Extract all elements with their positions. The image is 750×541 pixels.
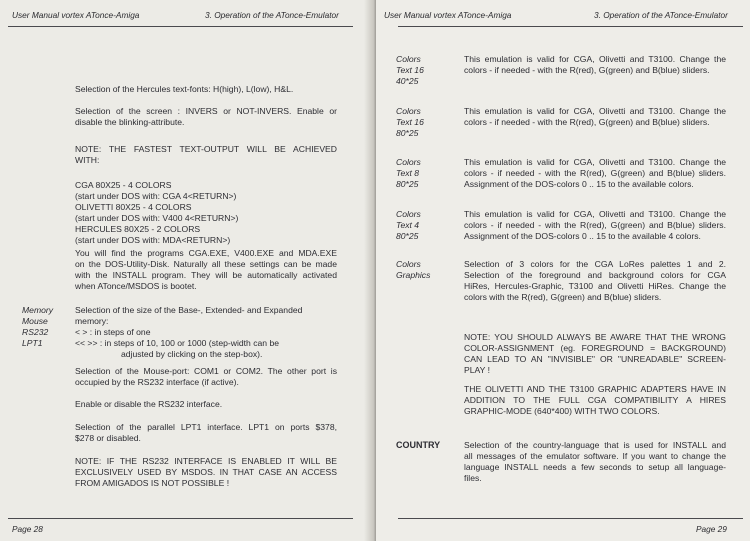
text-colors-text16-40: This emulation is valid for CGA, Olivetti and T3100. Change the colors - if needed - with the R(red), G(green) and B(blue) sliders.: [464, 54, 726, 75]
note-colors-paragraph: NOTE: YOU SHOULD ALWAYS BE AWARE THAT THE WRONG COLOR-ASSIGNMENT (eg. FOREGROUND = BACKGROUND) CAN LEAD TO AN "INVISIBLE" OR "UNREADABLE" SCREEN- PLAY !: [464, 332, 726, 375]
note-fastest-paragraph: NOTE: THE FASTEST TEXT-OUTPUT WILL BE ACHIEVED WITH:: [75, 144, 337, 165]
left-header-title: User Manual vortex ATonce-Amiga: [12, 10, 140, 20]
side-label-lpt1: LPT1: [22, 338, 43, 348]
text-colors-text8-80: This emulation is valid for CGA, Olivetti and T3100. Change the colors - if needed - with the R(red), G(green) and B(blue) sliders. Assignment of the DOS-colors 0 .. 15 to the available colors.: [464, 157, 726, 189]
screen-paragraph: Selection of the screen : INVERS or NOT-INVERS. Enable or disable the blinking-attribute.: [75, 106, 337, 127]
left-header-rule: [8, 26, 353, 27]
text-colors-graphics: Selection of 3 colors for the CGA LoRes palettes 1 and 2. Selection of the foreground and background colors for CGA HiRes, Hercules-Graphic, T3100 and Olivetti HiRes. Change the colors with the R(red), G(green) and B(blue) sliders.: [464, 259, 726, 302]
country-paragraph: Selection of the country-language that is used for INSTALL and all messages of the emulator software. If you want to change the language INSTALL needs a few seconds to setup all language- files.: [464, 440, 726, 483]
side-label-rs232: RS232: [22, 327, 49, 337]
left-page: [0, 0, 372, 541]
side-label-memory: Memory: [22, 305, 54, 315]
left-side-labels: [22, 305, 53, 349]
programs-paragraph: You will find the programs CGA.EXE, V400.EXE and MDA.EXE on the DOS-Utility-Disk. Naturally all these settings can be made with the INSTALL program. They will be automatically activated when ATonce/MSDOS is bootet.: [75, 248, 337, 291]
note-rs232-paragraph: NOTE: IF THE RS232 INTERFACE IS ENABLED IT WILL BE EXCLUSIVELY USED BY MSDOS. IN THAT CASE AN ACCESS FROM AMIGADOS IS NOT POSSIBLE !: [75, 456, 337, 488]
text-colors-text16-80: This emulation is valid for CGA, Olivetti and T3100. Change the colors - if needed - with the R(red), G(green) and B(blue) sliders.: [464, 106, 726, 127]
right-header-title: User Manual vortex ATonce-Amiga: [384, 10, 512, 20]
left-page-number: Page 28: [12, 524, 43, 534]
left-header-section: 3. Operation of the ATonce-Emulator: [205, 10, 339, 20]
mouse-paragraph: Selection of the Mouse-port: COM1 or COM2. The other port is occupied by the RS232 interface (if active).: [75, 366, 337, 387]
right-footer-rule: [398, 518, 743, 519]
label-colors-graphics: Colors Graphics: [396, 259, 431, 280]
label-colors-text16-80: Colors Text 16 80*25: [396, 106, 424, 138]
hercules-fonts-paragraph: Selection of the Hercules text-fonts: H(high), L(low), H&L.: [75, 84, 294, 94]
label-colors-text16-40: Colors Text 16 40*25: [396, 54, 424, 86]
right-header-section: 3. Operation of the ATonce-Emulator: [594, 10, 728, 20]
side-label-mouse: Mouse: [22, 316, 48, 326]
left-footer-rule: [8, 518, 353, 519]
rs232-paragraph: Enable or disable the RS232 interface.: [75, 399, 223, 409]
right-page: [376, 0, 750, 541]
modes-list: CGA 80X25 - 4 COLORS (start under DOS with: CGA 4<RETURN>) OLIVETTI 80X25 - 4 COLORS (start under DOS with: V400 4<RETURN>) HERCULES 80X25 - 2 COLORS (start under DOS with: MDA<RETURN>): [75, 180, 239, 245]
memory-paragraph: Selection of the size of the Base-, Extended- and Expanded memory: < > : in steps of one << >> : in steps of 10, 100 or 1000 (step-width can be adjusted by clicking on the step-box).: [75, 305, 303, 359]
label-country: COUNTRY: [396, 440, 441, 450]
label-colors-text8-80: Colors Text 8 80*25: [396, 157, 421, 189]
right-page-number: Page 29: [696, 524, 727, 534]
label-colors-text4-80: Colors Text 4 80*25: [396, 209, 421, 241]
note-olivetti-paragraph: THE OLIVETTI AND THE T3100 GRAPHIC ADAPTERS HAVE IN ADDITION TO THE FULL CGA COMPATIBILITY A HIRES GRAPHIC-MODE (640*400) WITH TWO COLORS.: [464, 384, 726, 416]
lpt1-paragraph: Selection of the parallel LPT1 interface. LPT1 on ports $378, $278 or disabled.: [75, 422, 337, 443]
text-colors-text4-80: This emulation is valid for CGA, Olivetti and T3100. Change the colors - if needed - with the R(red), G(green) and B(blue) sliders. Assignment of the DOS-colors 0 .. 15 to the available 4 colors.: [464, 209, 726, 241]
right-header-rule: [398, 26, 743, 27]
